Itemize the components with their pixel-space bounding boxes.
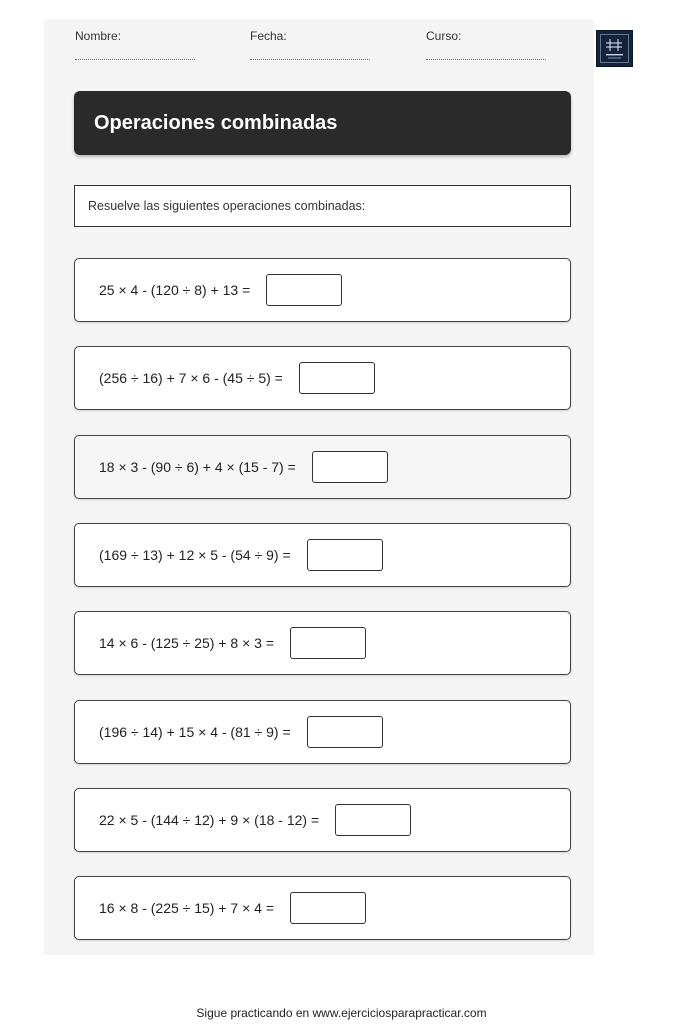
answer-box[interactable] xyxy=(299,362,375,394)
date-label: Fecha: xyxy=(250,29,287,43)
school-logo-icon xyxy=(596,30,633,67)
exercise-card xyxy=(74,700,571,764)
answer-box[interactable] xyxy=(290,627,366,659)
exercise-expression: (169 ÷ 13) + 12 × 5 - (54 ÷ 9) = xyxy=(99,547,291,563)
answer-box[interactable] xyxy=(312,451,388,483)
exercise-card xyxy=(74,611,571,675)
date-field[interactable] xyxy=(250,29,370,60)
instructions-box xyxy=(74,185,571,227)
exercise-expression: (196 ÷ 14) + 15 × 4 - (81 ÷ 9) = xyxy=(99,724,291,740)
exercise-card xyxy=(74,258,571,322)
footer-text: Sigue practicando en www.ejerciciosparapracticar.com xyxy=(196,1006,487,1020)
page-title: Operaciones combinadas xyxy=(94,111,338,134)
exercise-card xyxy=(74,435,571,499)
exercise-card xyxy=(74,523,571,587)
name-line xyxy=(75,59,195,60)
name-field[interactable] xyxy=(75,29,195,60)
exercise-expression: (256 ÷ 16) + 7 × 6 - (45 ÷ 5) = xyxy=(99,370,283,386)
answer-box[interactable] xyxy=(335,804,411,836)
course-line xyxy=(426,59,546,60)
exercise-card xyxy=(74,876,571,940)
title-banner xyxy=(74,91,571,155)
exercise-expression: 25 × 4 - (120 ÷ 8) + 13 = xyxy=(99,282,251,298)
course-field[interactable] xyxy=(426,29,546,60)
exercise-expression: 22 × 5 - (144 ÷ 12) + 9 × (18 - 12) = xyxy=(99,812,320,828)
exercise-expression: 16 × 8 - (225 ÷ 15) + 7 × 4 = xyxy=(99,900,275,916)
name-label: Nombre: xyxy=(75,29,122,43)
exercise-expression: 14 × 6 - (125 ÷ 25) + 8 × 3 = xyxy=(99,635,275,651)
worksheet xyxy=(44,19,594,955)
date-line xyxy=(250,59,370,60)
instructions-text: Resuelve las siguientes operaciones combinadas: xyxy=(88,199,366,213)
student-info-fields xyxy=(75,29,555,73)
answer-box[interactable] xyxy=(307,716,383,748)
answer-box[interactable] xyxy=(266,274,342,306)
exercise-expression: 18 × 3 - (90 ÷ 6) + 4 × (15 - 7) = xyxy=(99,459,296,475)
answer-box[interactable] xyxy=(307,539,383,571)
exercise-card xyxy=(74,788,571,852)
answer-box[interactable] xyxy=(290,892,366,924)
exercise-card xyxy=(74,346,571,410)
course-label: Curso: xyxy=(426,29,462,43)
